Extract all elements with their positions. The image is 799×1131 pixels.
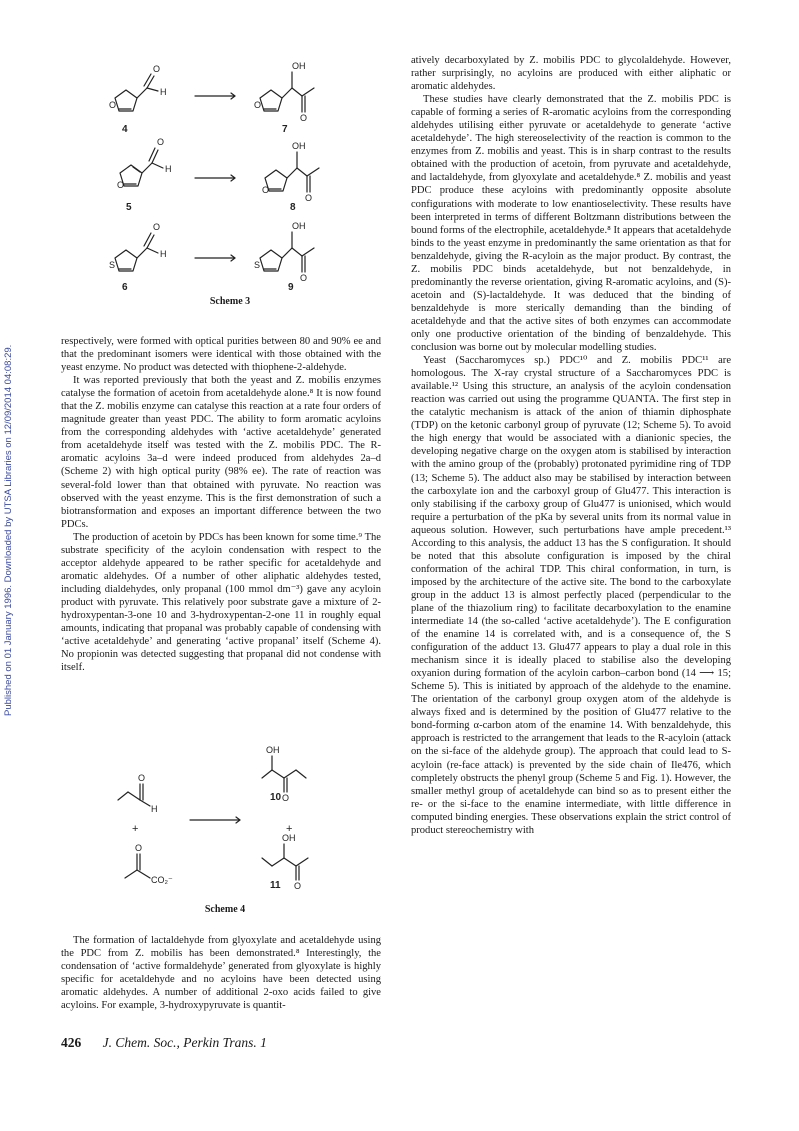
scheme-3-diagram (100, 28, 340, 303)
right-column-text (411, 54, 731, 837)
scheme-3-caption: Scheme 3 (209, 296, 251, 307)
plus-sign: + (132, 823, 139, 835)
atom-o: O (305, 193, 313, 203)
atom-oh: OH (266, 745, 280, 755)
atom-oh: OH (292, 141, 306, 151)
paragraph: It was reported previously that both the yeast and Z. mobilis enzymes catalyse the formation of acetoin from acetaldehyde alone.⁸ It is now found that the Z. mobilis enzyme can catalyse this reaction at a rate four orders of magnitude greater than yeast PDC. The ability to form aromatic acyloins from the corresponding aldehydes with ‘active acetaldehyde’ generated from acetaldehyde itself was tested with the Z. mobilis PDC. The R-aromatic acyloins 3a–d were indeed produced from aldehydes 2a–d (Scheme 2) with high optical purity (98% ee). The rate of reaction was several-fold lower than that obtained with pyruvate. No reaction was observed with the yeast enzyme. This is the first demonstration of such a biotransformation and exposes an important difference between the two PDCs. (61, 375, 381, 530)
compound-label: 9 (288, 282, 294, 293)
atom-o: O (300, 113, 308, 123)
left-column-text (61, 335, 381, 674)
paragraph: The formation of lactaldehyde from glyoxylate and acetaldehyde using the PDC from Z. mobilis has been demonstrated.⁸ Interestingly, the condensation of ‘active formaldehyde’ generated from glyoxylate is highly specific for acetaldehyde and no acyloins have been detected using aromatic aldehydes. A number of additional 2-oxo acids failed to give acyloins. For example, 3-hydroxypyruvate is quantit- (61, 935, 381, 1012)
compound-label: 10 (270, 792, 282, 803)
page-footer (61, 1035, 267, 1051)
atom-h: H (165, 164, 172, 174)
download-watermark: Published on 01 January 1996. Downloaded by UTSA Libraries on 12/09/2014 04:08:29. (3, 344, 14, 716)
scheme-4-diagram (110, 740, 350, 900)
atom-h: H (151, 804, 158, 814)
atom-s: S (109, 260, 116, 270)
furan-ring-4 (115, 90, 137, 111)
atom-s: S (254, 260, 261, 270)
atom-co2: CO₂⁻ (151, 875, 173, 885)
paragraph: These studies have clearly demonstrated that the Z. mobilis PDC is capable of forming a series of R-aromatic acyloins from the corresponding aldehydes utilising either pyruvate or acetaldehyde to generate ‘active acetaldehyde’. The high stereoselectivity of the reaction is common to the enzymes from Z. mobilis and yeast. This is in sharp contrast to the results obtained with the production of acetoin, from pyruvate and acetaldehyde, and lactaldehyde, from glyoxylate and acetaldehyde.⁸ Z. mobilis and yeast PDC produce these acyloins with predominantly opposite absolute configurations with moderate to low enantioselectivity. These results have been interpreted in terms of different Boltzmann distributions between the bound forms of the electrophile, acetaldehyde.⁸ It appears that acetaldehyde binds to the yeast enzyme in predominantly the same orientation as that for benzaldehyde, giving the R-acyloin as the major product. By contrast, the Z. mobilis PDC binds acetaldehyde, but not benzaldehyde, in predominantly the reverse orientation, giving R-aromatic acyloins, and (S)-acetoin and (S)-lactaldehyde. It was deduced that the binding of benzaldehyde is more sterically demanding than the binding of acetaldehyde and that the active sites of both enzymes can accommodate only one productive orientation of the binding of benzaldehyde. This conclusion was borne out by molecular modelling studies. (411, 94, 731, 354)
scheme-4-caption: Scheme 4 (204, 904, 246, 915)
atom-oh: OH (282, 833, 296, 843)
paragraph: atively decarboxylated by Z. mobilis PDC to glycolaldehyde. However, rather surprisingly, no acyloins are produced with either aliphatic or aromatic aldehydes. (411, 55, 731, 93)
atom-o: O (157, 137, 165, 147)
compound-label: 11 (270, 880, 281, 891)
atom-o: O (262, 185, 270, 195)
journal-name: J. Chem. Soc., Perkin Trans. 1 (102, 1035, 267, 1050)
compound-label: 8 (290, 202, 296, 213)
compound-label: 4 (122, 124, 128, 135)
compound-label: 6 (122, 282, 128, 293)
page-number: 426 (61, 1035, 82, 1050)
atom-o: O (254, 100, 262, 110)
atom-o: O (138, 773, 146, 783)
compound-label: 5 (126, 202, 132, 213)
atom-o: O (117, 180, 125, 190)
atom-o: O (109, 100, 117, 110)
paragraph: respectively, were formed with optical purities between 80 and 90% ee and that the predominant isomers were identical with those obtained with the yeast enzyme. No product was detected with thiophene-2-aldehyde. (61, 336, 381, 374)
thiophene-ring-6 (115, 250, 137, 271)
atom-oh: OH (292, 221, 306, 231)
left-column-text-lower (61, 934, 381, 1012)
paragraph: Yeast (Saccharomyces sp.) PDC¹⁰ and Z. mobilis PDC¹¹ are homologous. The X-ray crystal structure of a Saccharomyces PDC is available.¹² Using this structure, an analysis of the acyloin condensation reaction was carried out using the programme QUANTA. The first step in the catalytic mechanism is attack of the anion of thiamin diphosphate (TDP) on the ketonic carbonyl group of pyruvate (12; Scheme 5). To avoid the high energy that would be associated with a dianionic species, the developing negative charge on the oxygen atom is stabilised by interaction with the amino group of the (probably) protonated pyrimidine ring of TDP (13; Scheme 5). The adduct also may be stabilised by interaction between the carboxylate ion and the carboxyl group of Glu477. This interaction is only stabilising if the carboxy group of Glu477 is unionised, which would require a perturbation of the pKa by several units from its normal value in aqueous solution. However, such perturbations have ample precedent.¹³ According to this analysis, the adduct 13 has the S configuration. It should be noted that this absolute configuration is imposed by the chiral conformation of the achiral TDP. This chiral conformation, in turn, is imposed by the architecture of the active site. The bond to the carboxylate group in the adduct 13 is almost perfectly placed (perpendicular to the plane of the thiazolium ring) to facilitate decarboxylation to the enamine intermediate 14 (the so-called ‘active acetaldehyde’). The E configuration of the enamine 14 is correlated with, and is a consequence of, the S configuration of the adduct 13. Glu477 appears to play a dual role in this mechanism since it is ideally placed to stabilise also the developing oxyanion during formation of the acyloin carbon–carbon bond (14 ⟶ 15; Scheme 5). This is initiated by approach of the aldehyde to the enamine. The orientation of the carbonyl group oxygen atom of the aldehyde is always fixed and is determined by the position of Glu477 relative to the bond-forming α-carbon atom of the enamine 14. With benzaldehyde, this approach is restricted to the arrangement that leads to the R-acyloin (attack on the si-face of the aldehyde group). The approach that could lead to S-acyloin (re-face attack) is prevented by the side chain of Ile476, which completely obstructs the phenyl group (Scheme 5 and Fig. 1). However, the smaller methyl group of acetaldehyde can bind so as to present either the re- or the si-face to the enamine intermediate, with little difference in computed binding energies. These observations explain the strict control of product stereochemistry with (411, 355, 731, 836)
atom-o: O (300, 273, 308, 283)
atom-oh: OH (292, 61, 306, 71)
atom-o: O (153, 64, 161, 74)
compound-label: 7 (282, 124, 288, 135)
plus-sign: + (286, 823, 293, 835)
furan-ring-7 (260, 90, 282, 111)
atom-o: O (135, 843, 143, 853)
atom-h: H (160, 249, 167, 259)
atom-o: O (294, 881, 302, 891)
atom-o: O (282, 793, 290, 803)
thiophene-ring-9 (260, 250, 282, 271)
atom-o: O (153, 222, 161, 232)
paragraph: The production of acetoin by PDCs has been known for some time.⁹ The substrate specificity of the acyloin condensation with respect to the acceptor aldehyde appeared to be rather specific for acetaldehyde and aromatic aldehydes. Of a number of other aliphatic aldehydes tested, including dialdehydes, only propanal (100 mmol dm⁻³) gave any acyloin product with pyruvate. This relatively poor substrate gave a mixture of 2-hydroxypentan-3-one 10 and 3-hydroxypentan-2-one 11 in roughly equal amounts, indicating that propanal was probably capable of condensing with ‘active acetaldehyde’ and generating ‘active propanal’ itself (Scheme 4). No propionin was detected suggesting that propanal did not condense with itself. (61, 531, 381, 674)
atom-h: H (160, 87, 167, 97)
